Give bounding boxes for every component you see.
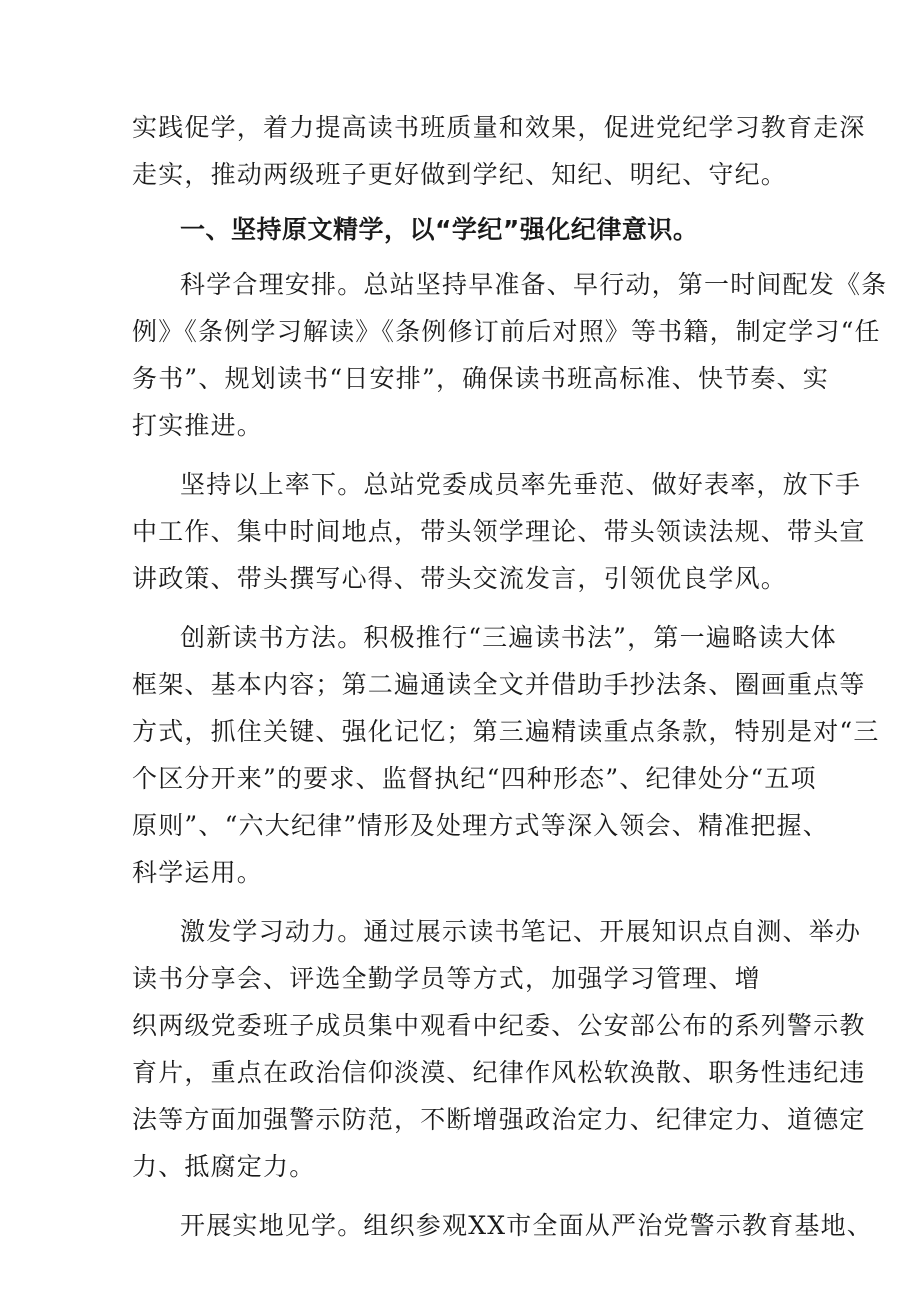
text-line: 讲政策、带头撰写心得、带头交流发言，引领优良学风。 [132,564,788,593]
spacer [132,253,792,261]
text-line: 走实，推动两级班子更好做到学纪、知纪、明纪、守纪。 [132,160,788,189]
spacer [132,896,792,908]
text-line: 个区分开来”的要求、监督执纪“四种形态”、纪律处分“五项 [132,764,817,793]
spacer [132,449,792,461]
text-line: 力、抵腐定力。 [132,1152,316,1181]
text-line: 框架、基本内容；第二遍通读全文并借助手抄法条、圈画重点等 [132,670,866,699]
text-line: 坚持以上率下。总站党委成员率先垂范、做好表率，放下手 [180,470,862,499]
spacer [132,198,792,206]
text-line: 科学合理安排。总站坚持早准备、早行动，第一时间配发《条 [180,270,888,299]
text-line: 中工作、集中时间地点，带头领学理论、带头领读法规、带头宣 [132,517,866,546]
paragraph-reading-method [132,614,880,896]
text-line: 务书”、规划读书“日安排”，确保读书班高标准、快节奏、实 [132,364,829,393]
text-line: 育片，重点在政治信仰淡漠、纪律作风松软涣散、职务性违纪违 [132,1058,866,1087]
paragraph-motivation [132,908,866,1190]
text-line: 例》《条例学习解读》《条例修订前后对照》等书籍，制定学习“任 [132,317,881,346]
text-line: 读书分享会、评选全勤学员等方式，加强学习管理、增 [132,964,761,993]
paragraph-intro [132,104,866,198]
paragraph-site-visit [132,1202,873,1249]
document-body [132,104,888,1249]
heading-text: 一、坚持原文精学，以“学纪”强化纪律意识。 [180,215,699,244]
text-line: 实践促学，着力提高读书班质量和效果，促进党纪学习教育走深 [132,113,866,142]
spacer [132,1190,792,1202]
text-line: 法等方面加强警示防范，不断增强政治定力、纪律定力、道德定 [132,1105,866,1134]
paragraph-lead-by-example [132,461,866,602]
text-line: 原则”、“六大纪律”情形及处理方式等深入领会、精准把握、 [132,811,829,840]
spacer [132,602,792,614]
text-line: 激发学习动力。通过展示读书笔记、开展知识点自测、举办 [180,917,862,946]
section-heading [132,206,792,253]
text-line: 开展实地见学。组织参观XX市全面从严治党警示教育基地、 [180,1211,873,1240]
text-line: 打实推进。 [132,411,264,440]
paragraph-arrangement [132,261,888,449]
text-line: 织两级党委班子成员集中观看中纪委、公安部公布的系列警示教 [132,1011,866,1040]
text-line: 科学运用。 [132,858,264,887]
text-line: 方式，抓住关键、强化记忆；第三遍精读重点条款，特别是对“三 [132,717,880,746]
text-line: 创新读书方法。积极推行“三遍读书法”，第一遍略读大体 [180,623,837,652]
